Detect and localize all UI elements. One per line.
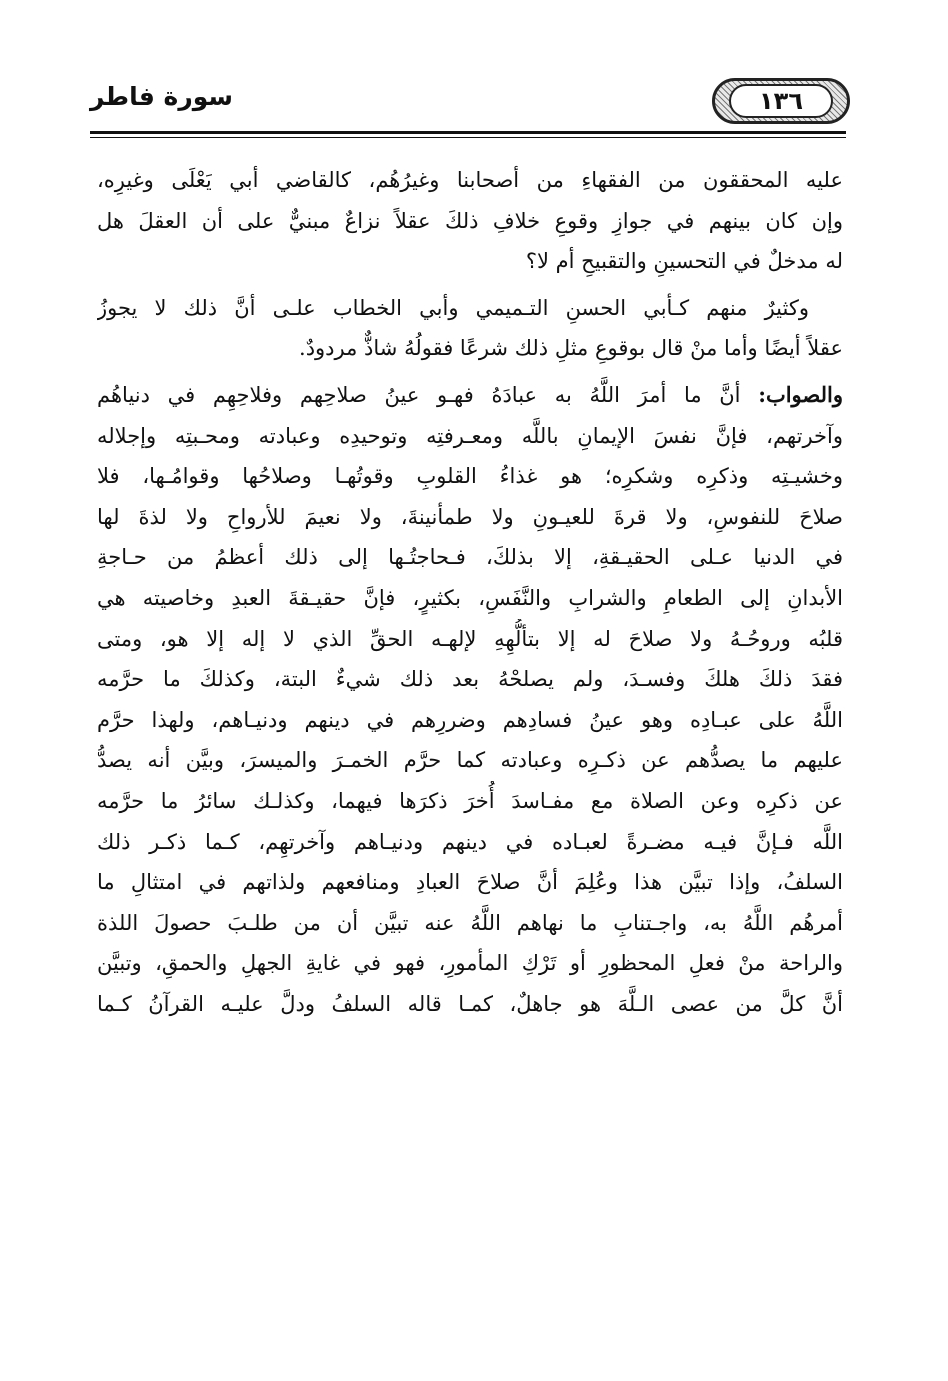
text-line: صلاحَ للنفوسِ، ولا قرةَ للعيـونِ ولا طمأنينةَ، ولا نعيمَ للأرواحِ ولا لذةَ لها (97, 504, 843, 529)
page-header (90, 78, 850, 130)
text-line: السلفُ، وإذا تبيَّن هذا وعُلِمَ أنَّ صلاحَ العبادِ ومنافعهم ولذاتهم في امتثالِ ما (97, 870, 843, 895)
text-line: الأبدانِ إلى الطعامِ والشرابِ والنَّفَسِ، بكثيرٍ، فإنَّ حقيـقةَ العبدِ وخاصيته هي (97, 585, 843, 610)
text-line: فقدَ ذلكَ هلكَ وفسـدَ، ولم يصلحْهُ بعد ذلك شيءٌ البتة، وكذلكَ ما حرَّمه (97, 667, 843, 692)
text-line: وخشيـتِه وذكرِه وشكرِه؛ هو غذاءُ القلوبِ وقوتُهـا وصلاحُها وقوامُـها، فلا (97, 464, 843, 489)
text-line: له مدخلٌ في التحسينِ والتقبيحِ أم لا؟ (525, 249, 843, 274)
text-line: أمرهُم اللَّهُ به، واجـتنابِ ما نهاهم اللَّهُ عنه تبيَّن أن من طلـبَ حصولَ اللذة (97, 910, 843, 935)
text-line: اللَّهُ على عبـادِه وهو عينُ فسادِهم وضررِهم في دينهم ودنيـاهم، ولهذا حرَّم (97, 707, 843, 732)
text-line: وكثيرٌ منهم كـأبي الحسنِ التـميمي وأبي الخطاب علـى أنَّ ذلك لا يجوزُ (97, 295, 809, 320)
text-line: عن ذكرِه وعن الصلاة مع مفـاسدَ أُخرَ ذكرَها فيهما، وكذلـك سائرُ ما حرَّمه (97, 788, 843, 813)
text-line: عليهم ما يصدُّهم عن ذكـرِه وعبادته كما حرَّم الخمـرَ والميسرَ، وبيَّن أنه يصدُّ (97, 748, 843, 773)
header-rule-thin (90, 137, 846, 138)
text-line: عقلاً أيضًا وأما منْ قال بوقوعِ مثلِ ذلك شرعًا فقولُهُ شاذٌّ مردودٌ. (299, 336, 843, 361)
text-line: وإن كان بينهم في جوازِ وقوعِ خلافِ ذلكَ عقلاً نزاعٌ مبنيٌّ على أن العقلَ هل (97, 208, 843, 233)
paragraph-3 (97, 375, 843, 1025)
paragraph-1 (97, 160, 843, 282)
text-line: قلبُه وروحُـهُ ولا صلاحَ له إلا بتألُّهِهِ لإلهـه الحقِّ الذي لا إله إلا هو، ومتى (97, 626, 843, 651)
text-line: في الدنيا عـلى الحقيـقةِ، إلا بذلكَ، فـحاجتُـها إلى ذلك أعظمُ من حـاجةِ (97, 545, 843, 570)
text-line-rest: أنَّ ما أمرَ اللَّهُ به عبادَهُ فهـو عينُ صلاحِهم وفلاحِهِم في دنياهُم (97, 382, 741, 407)
page-number-badge (712, 78, 850, 124)
text-line: عليه المحققون من الفقهاءِ من أصحابنا وغيرُهُم، كالقاضي أبي يَعْلَى وغيرِه، (97, 168, 843, 192)
header-rule-thick (90, 131, 846, 134)
paragraph-2 (97, 288, 843, 369)
text-line: أنَّ كلَّ من عصى الـلَّهَ هو جاهلٌ، كمـا قاله السلفُ ودلَّ عليـه القرآنُ كـما (97, 991, 843, 1016)
text-line: اللَّه فـإنَّ فيـه مضـرةً لعبـاده في دينهم ودنيـاهم وآخرتهِم، كـما ذكـر ذلك (97, 829, 843, 854)
text-line-first (97, 375, 843, 416)
text-line: وآخرتهم، فإنَّ نفسَ الإيمانِ باللَّه ومعـرفتِه وتوحيدِه وعبادته ومحـبتِه وإجلاله (97, 423, 843, 448)
surah-title: سورة فاطر (90, 82, 233, 111)
page-number: ١٣٦ (729, 84, 833, 118)
paragraph-lead: والصواب: (758, 381, 843, 407)
body-text (97, 160, 843, 1030)
text-line: والراحة منْ فعلِ المحظورِ أو تَرْكِ المأمورِ، فهو في غايةِ الجهلِ والحمقِ، وتبيَّن (97, 951, 843, 976)
